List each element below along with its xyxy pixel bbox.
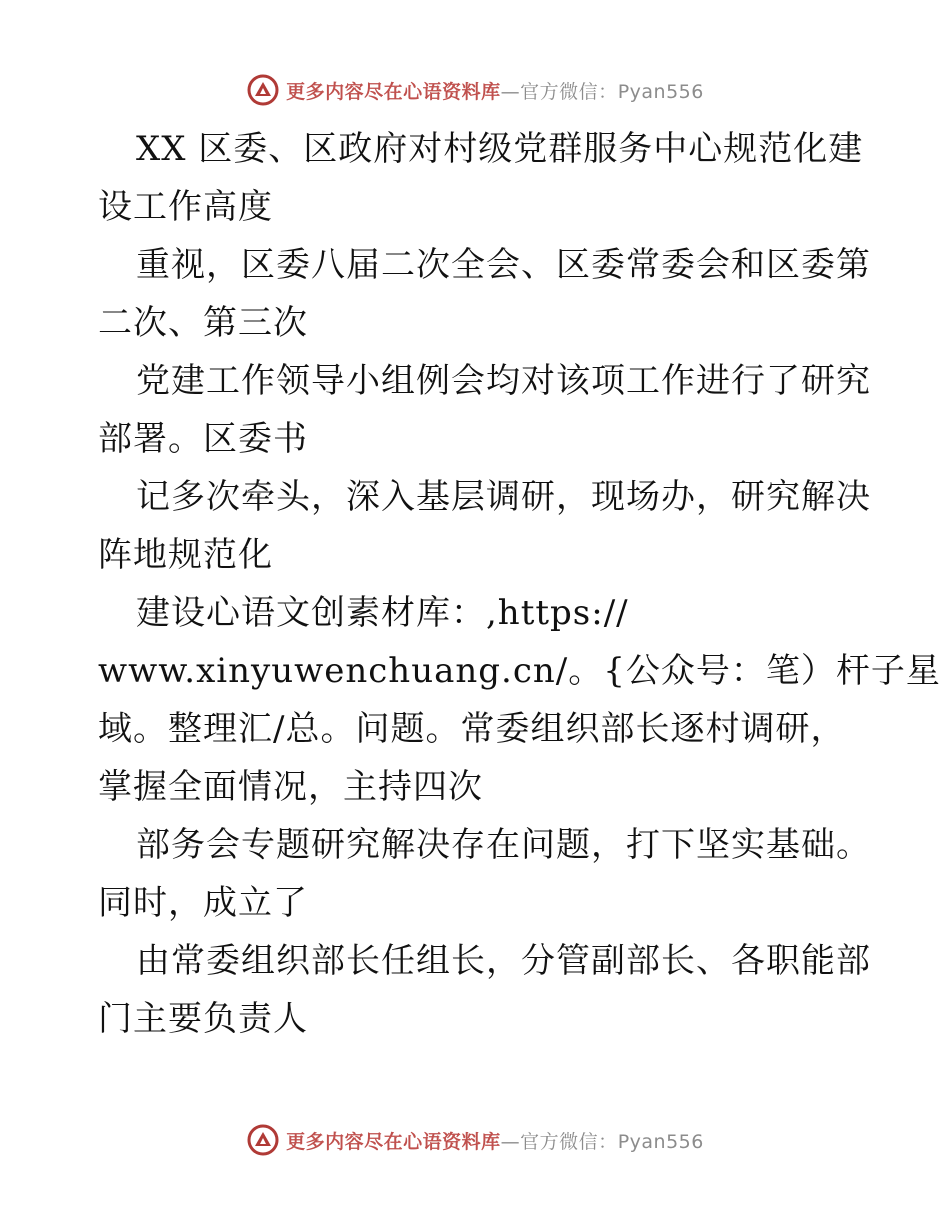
header-brand: 更多内容尽在心语资料库 bbox=[286, 80, 501, 103]
body-line: 建设心语文创素材库：,https:// bbox=[136, 593, 629, 633]
footer-account: Pyan556 bbox=[617, 1130, 704, 1153]
body-line: 党建工作领导小组例会均对该项工作进行了研究 bbox=[136, 361, 871, 401]
footer-label: 官方微信： bbox=[520, 1130, 618, 1153]
header-account: Pyan556 bbox=[617, 80, 704, 103]
document-body bbox=[98, 120, 941, 1048]
body-line: 部务会专题研究解决存在问题，打下坚实基础。 bbox=[136, 825, 871, 865]
body-line: 由常委组织部长任组长，分管副部长、各职能部 bbox=[136, 941, 871, 981]
footer-text bbox=[286, 1127, 704, 1154]
body-line: 部署。区委书 bbox=[98, 419, 308, 459]
body-line: www.xinyuwenchuang.cn/。{公众号：笔）杆子星 bbox=[98, 651, 941, 691]
body-line: 同时，成立了 bbox=[98, 883, 308, 923]
body-line: 掌握全面情况，主持四次 bbox=[98, 767, 483, 807]
brand-logo-icon bbox=[246, 1123, 280, 1157]
body-line: 二次、第三次 bbox=[98, 303, 308, 343]
body-line: 记多次牵头，深入基层调研，现场办，研究解决 bbox=[136, 477, 871, 517]
header-label: 官方微信： bbox=[520, 80, 618, 103]
header-banner bbox=[0, 70, 950, 110]
header-dash: — bbox=[500, 80, 521, 103]
footer-banner bbox=[0, 1120, 950, 1160]
body-line: XX 区委、区政府对村级党群服务中心规范化建 bbox=[136, 129, 864, 169]
footer-brand: 更多内容尽在心语资料库 bbox=[286, 1130, 501, 1153]
body-line: 阵地规范化 bbox=[98, 535, 273, 575]
brand-logo-icon bbox=[246, 73, 280, 107]
header-text bbox=[286, 77, 704, 104]
body-line: 设工作高度 bbox=[98, 187, 273, 227]
body-line: 域。整理汇/总。问题。常委组织部长逐村调研， bbox=[98, 709, 846, 749]
body-line: 重视，区委八届二次全会、区委常委会和区委第 bbox=[136, 245, 871, 285]
body-line: 门主要负责人 bbox=[98, 999, 308, 1039]
footer-dash: — bbox=[500, 1130, 521, 1153]
